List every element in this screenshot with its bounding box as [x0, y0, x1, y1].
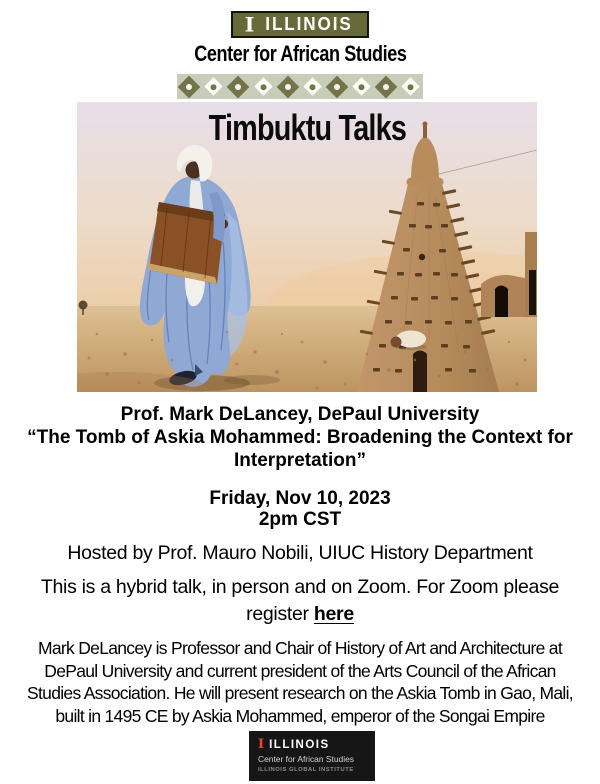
diamond-icon — [300, 75, 324, 99]
hero-title: Timbuktu Talks — [208, 107, 406, 148]
illinois-logo — [231, 11, 370, 38]
diamond-icon — [177, 75, 201, 99]
host-line: Hosted by Prof. Mauro Nobili, UIUC History Department — [67, 542, 533, 564]
diamond-icon — [251, 75, 275, 99]
block-i-icon: I — [258, 737, 265, 752]
diamond-icon — [399, 75, 423, 99]
illinois-wordmark: ILLINOIS — [265, 14, 354, 34]
diamond-icon — [276, 75, 300, 99]
event-time: 2pm CST — [258, 509, 342, 530]
header — [0, 0, 600, 99]
diamond-icon — [349, 75, 373, 99]
diamond-icon — [374, 75, 398, 99]
register-link[interactable]: here — [313, 603, 354, 625]
speaker-bio — [0, 637, 600, 727]
footer-institute: ILLINOIS GLOBAL INSTITUTE — [258, 767, 354, 773]
event-details — [0, 403, 600, 727]
talk-title-line-2: Interpretation” — [234, 450, 366, 471]
hybrid-line-1: This is a hybrid talk, in person and on Zoom. For Zoom please — [40, 576, 560, 598]
diamond-icon — [325, 75, 349, 99]
footer-logo-row — [258, 738, 366, 751]
date-time-block — [0, 488, 600, 530]
diamond-icon — [226, 75, 250, 99]
hybrid-info — [0, 574, 600, 628]
register-prefix: register — [246, 603, 309, 625]
diamond-icon — [202, 75, 226, 99]
diamond-band — [177, 74, 423, 99]
org-title: Center for African Studies — [193, 41, 407, 66]
footer-org-name: Center for African Studies — [258, 754, 354, 764]
hybrid-line-2 — [0, 601, 600, 628]
bio-line-1: Mark DeLancey is Professor and Chair of History of Art and Architecture at — [37, 638, 562, 658]
speaker-name: Prof. Mark DeLancey, DePaul University — [120, 404, 480, 425]
bio-line-2: DePaul University and current president of the Arts Council of the African — [44, 660, 556, 681]
talk-title-line-1: “The Tomb of Askia Mohammed: Broadening the Context for — [27, 427, 573, 448]
bio-line-4: built in 1495 CE by Askia Mohammed, emperor of the Songai Empire — [55, 705, 545, 726]
footer-illinois-wordmark: ILLINOIS — [269, 738, 330, 751]
block-i-icon: I — [244, 12, 255, 37]
footer-logo — [249, 731, 375, 781]
hero-photo — [77, 102, 537, 392]
event-date: Friday, Nov 10, 2023 — [209, 488, 391, 509]
bio-line-3: Studies Association. He will present research on the Askia Tomb in Gao, Mali, — [27, 683, 573, 703]
